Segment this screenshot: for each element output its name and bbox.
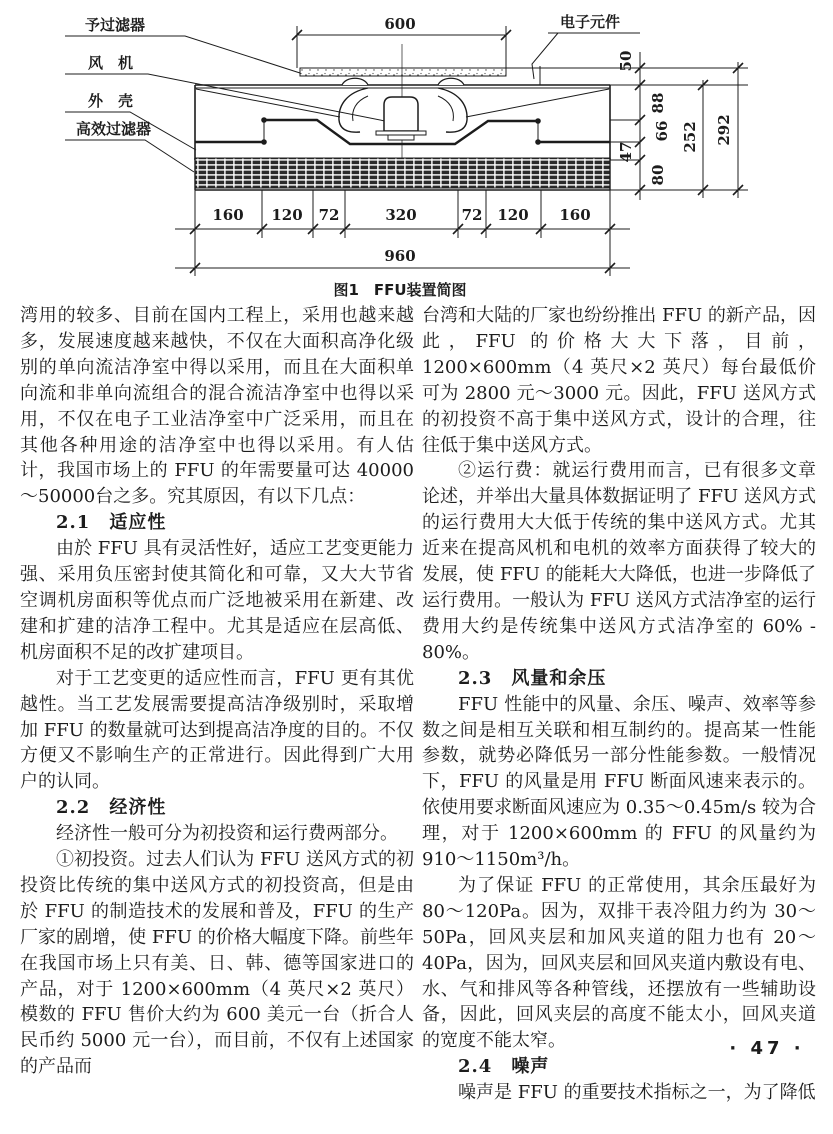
paragraph: 台湾和大陆的厂家也纷纷推出 FFU 的新产品，因此，FFU 的价格大大下落，目前，1200×600mm（4 英尺×2 英尺）每台最低价可为 2800 元～3000 元。因此，FFU 送风方式的初投资不高于集中送风方式，设计的合理，往往低于集中送风方式。: [422, 305, 816, 456]
dim-total-960: 960: [384, 247, 416, 265]
paragraph: ①初投资。过去人们认为 FFU 送风方式的初投资比传统的集中送风方式的初投资高，但是由於 FFU 的制造技术的发展和普及，FFU 的生产厂家的剧增，使 FFU 的价格大幅度下降。前些年在我国市场上只有美、日、韩、德等国家进口的产品，对于 1200×600mm（4 英尺×2 英尺）模数的 FFU 售价大约为 600 美元一台（折合人民币约 5000 元一台），而目前，不仅有上述国家的产品而: [20, 849, 414, 1078]
page-number: · 47 ·: [729, 1038, 805, 1059]
dim-top-width: 600: [384, 15, 416, 33]
fan-label: 风 机: [88, 54, 134, 72]
dim-height-252: 252: [681, 121, 699, 153]
dim-height-47: 47: [617, 141, 635, 163]
section-heading-2-3: 2.3 风量和余压: [458, 667, 607, 689]
fan-motor: [384, 97, 418, 131]
dim-seg-120a: 120: [271, 206, 303, 224]
prefilter-label: 予过滤器: [85, 16, 146, 34]
paragraph: 由於 FFU 具有灵活性好，适应工艺变更能力强、采用负压密封使其简化和可靠，又大大节省空调机房面积等优点而广泛地被采用在新建、改建和扩建的洁净工程中。尤其是适应在层高低、机房面积不足的改扩建项目。: [20, 538, 414, 663]
dim-height-50: 50: [617, 50, 635, 72]
paragraph: 经济性一般可分为初投资和运行费两部分。: [56, 823, 398, 845]
right-text-column: [422, 303, 816, 1106]
paragraph: ②运行费：就运行费用而言，已有很多文章论述，并举出大量具体数据证明了 FFU 送风方式的运行费用大大低于传统的集中送风方式。尤其近来在提高风机和电机的效率方面获得了较大的发展，使 FFU 的能耗大大降低，也进一步降低了运行费用。一般认为 FFU 送风方式洁净室的运行费用大约是传统集中送风方式洁净室的 60% - 80%。: [422, 460, 816, 663]
dim-height-66: 66: [653, 120, 671, 142]
prefilter-strip: [300, 68, 506, 76]
figure-1-ffu-diagram: [0, 0, 833, 300]
paragraph: 湾用的较多、目前在国内工程上，采用也越来越多，发展速度越来越快，不仅在大面积高净化级别的单向流洁净室中得以采用，而且在大面积单向流和非单向流组合的混合流洁净室中也得以采用，不仅在电子工业洁净室中广泛采用，而且在其他各种用途的洁净室中也得以采用。有人估计，我国市场上的 FFU 的年需要量可达 40000～50000台之多。究其原因，有以下几点：: [20, 305, 414, 508]
hepa-filter-block: [195, 158, 610, 188]
dim-seg-160b: 160: [559, 206, 591, 224]
section-heading-2-2: 2.2 经济性: [56, 797, 167, 819]
section-heading-2-4: 2.4 噪声: [458, 1056, 550, 1078]
dim-seg-72a: 72: [318, 206, 340, 224]
paragraph: FFU 性能中的风量、余压、噪声、效率等参数之间是相互关联和相互制约的。提高某一性能参数，就势必降低另一部分性能参数。一般情况下，FFU 的风量是用 FFU 断面风速来表示的。依使用要求断面风速应为 0.35～0.45m/s 较为合理，对于 1200×600mm 的 FFU 的风量约为 910～1150m³/h。: [422, 693, 816, 871]
shell-label: 外 壳: [88, 92, 134, 110]
dim-seg-320: 320: [385, 206, 417, 224]
dim-height-88: 88: [649, 92, 667, 114]
left-text-column: [20, 303, 414, 1080]
dim-seg-120b: 120: [497, 206, 529, 224]
ffu-schematic-drawing: [0, 0, 833, 300]
section-heading-2-1: 2.1 适应性: [56, 512, 167, 534]
paragraph: 对于工艺变更的适应性而言，FFU 更有其优越性。当工艺发展需要提高洁净级别时，采取增加 FFU 的数量就可达到提高洁净度的目的。不仅方便又不影响生产的正常进行。因此得到广大用户的认同。: [20, 667, 414, 793]
electronics-label: 电子元件: [560, 13, 621, 31]
dim-height-292: 292: [715, 114, 733, 146]
figure-caption: 图1 FFU装置简图: [333, 281, 467, 299]
paragraph: 噪声是 FFU 的重要技术指标之一，为了降低: [458, 1082, 816, 1104]
leader-lines: [65, 33, 640, 172]
paragraph: 为了保证 FFU 的正常使用，其余压最好为 80～120Pa。因为，双排干表冷阻力约为 30～50Pa，回风夹层和加风夹道的阻力也有 20～40Pa，因为，回风夹层和回风夹道内敷设有电、水、气和排风等各种管线，还摆放有一些辅助设备，因此，回风夹层的高度不能太小，回风夹道的宽度不能太窄。: [422, 874, 816, 1052]
hepa-filter-label: 高效过滤器: [76, 120, 152, 138]
dim-height-80: 80: [649, 164, 667, 186]
dim-seg-160a: 160: [212, 206, 244, 224]
dim-seg-72b: 72: [461, 206, 483, 224]
